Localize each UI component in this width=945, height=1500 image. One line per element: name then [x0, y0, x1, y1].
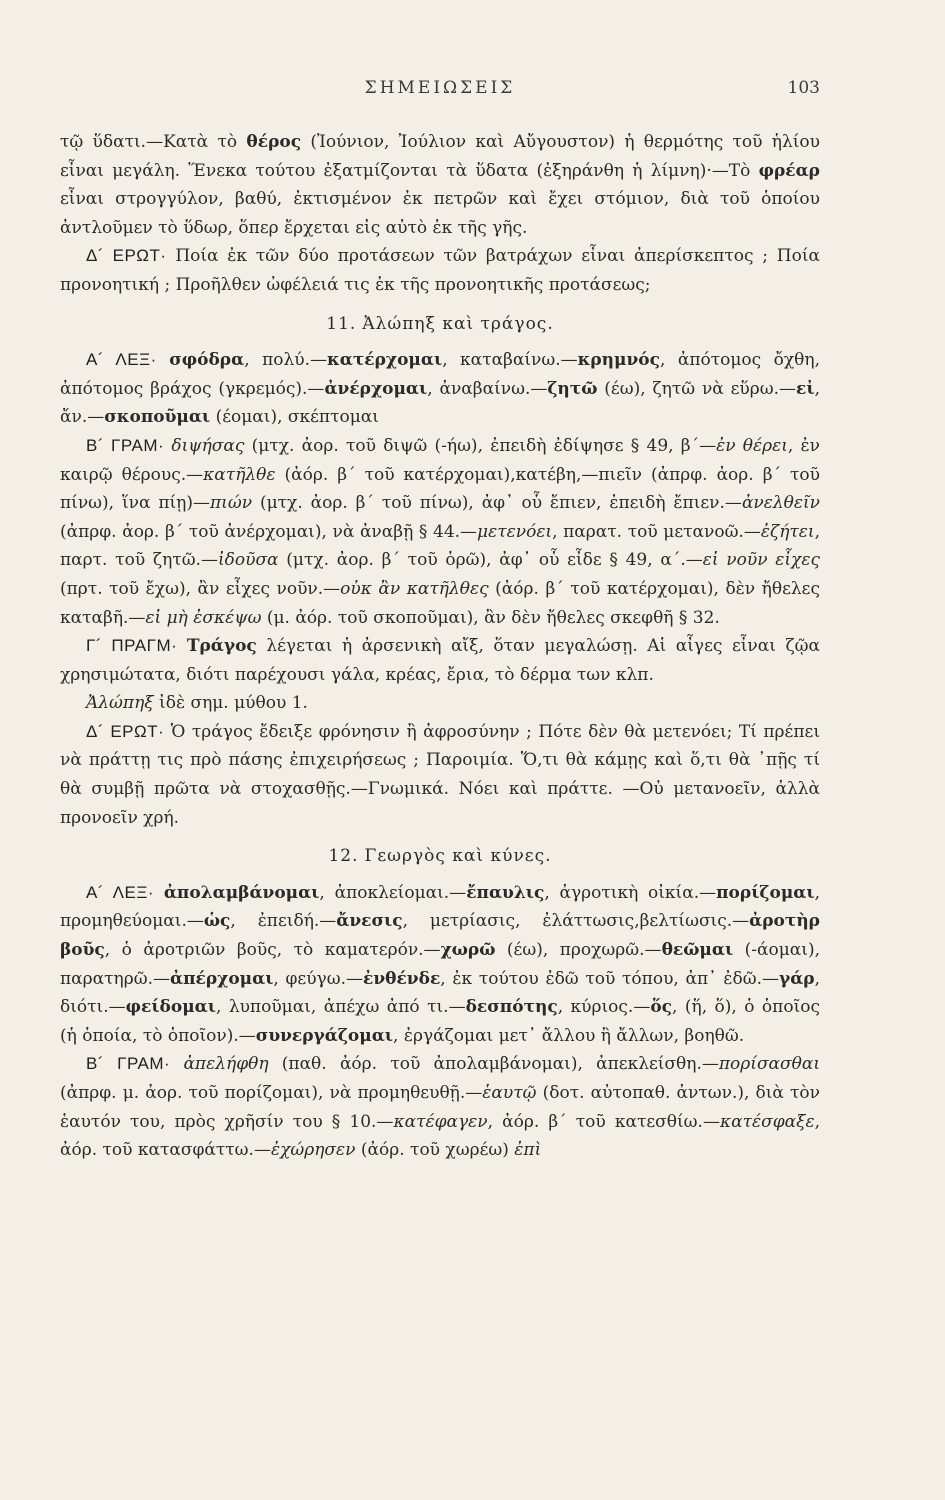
- grammar-form: πιών: [210, 493, 253, 514]
- text-run: Γεωργὸς καὶ κύνες.: [364, 846, 552, 867]
- term: πορίζομαι: [716, 882, 815, 903]
- term: κατέρχομαι: [327, 350, 443, 371]
- term: ἔπαυλις: [466, 882, 545, 903]
- note-label: Δ´ ΕΡΩΤ·: [86, 246, 167, 266]
- term: ἀροτὴρ βοῦς: [60, 911, 820, 961]
- term: φείδομαι: [125, 997, 216, 1018]
- grammar-form: κατέφαγεν: [393, 1111, 488, 1132]
- text-run: , παρτ. τοῦ ζητῶ.—: [60, 521, 820, 571]
- text-run: Ὁ τράγος ἔδειξε φρόνησιν ἢ ἀφροσύνην ; Πότε δὲν θὰ μετενόει; Τί πρέπει νὰ πράττῃ τις πρὸ πάσης ἐπιχειρήσεως ; Παροιμία. Ὅ,τι θὰ κάμῃς καὶ ὅ,τι θὰ ᾽πῇς τί θὰ συμβῇ πρῶτα νὰ στοχασθῇς.—Γνωμικά. Νόει καὶ πράττε. —Οὐ μετανοεῖν, ἀλλὰ προνοεῖν χρή.: [60, 721, 820, 828]
- term: εἰ: [796, 378, 815, 399]
- term: σκοποῦμαι: [104, 407, 211, 428]
- term: σφόδρα: [169, 350, 245, 371]
- text-run: , ἀόρ. β´ τοῦ κατεσθίω.—: [487, 1111, 720, 1132]
- grammar-form: κατῆλθε: [203, 464, 276, 485]
- term: ζητῶ: [547, 378, 598, 399]
- note-paragraph: [60, 1050, 820, 1164]
- text-run: , (ἥ, ὅ), ὁ ὁποῖος (ἡ ὁποία, τὸ ὁποῖον).—: [60, 997, 820, 1046]
- text-run: (μ. ἀόρ. τοῦ σκοποῦμαι), ἂν δὲν ἤθελες σκεφθῆ § 32.: [261, 607, 720, 628]
- grammar-form: εἰ νοῦν εἶχες: [702, 550, 820, 571]
- grammar-form: ἰδοῦσα: [217, 550, 279, 571]
- text-run: , ἀπότομος ὄχθη, ἀπότομος βράχος (γκρεμός).—: [60, 350, 820, 399]
- text-run: (έω), ζητῶ νὰ εὕρω.—: [597, 378, 797, 399]
- text-run: Ἀλώπηξ καὶ τράγος.: [362, 313, 554, 334]
- text-run: (ἀόρ. β´ τοῦ κατέρχομαι), δὲν ἤθελες καταβῆ.—: [60, 578, 821, 628]
- text-run: , λυποῦμαι, ἀπέχω ἀπό τι.—: [215, 997, 466, 1018]
- grammar-form: ἑαυτῷ: [482, 1083, 537, 1103]
- running-title: ΣΗΜΕΙΩΣΕΙΣ: [364, 78, 516, 98]
- text-run: , μετρίασις, ἐλάττωσις,βελτίωσις.—: [402, 911, 750, 932]
- text-run: (έομαι), σκέπτομαι: [210, 407, 379, 428]
- term: χωρῶ: [440, 940, 496, 961]
- text-run: τῷ ὕδατι.—Κατὰ τὸ: [60, 132, 247, 152]
- term: συνεργάζομαι: [255, 1025, 394, 1046]
- term: Τράγος: [186, 636, 257, 657]
- term: ἀνέρχομαι: [324, 378, 428, 399]
- text-run: λέγεται ἡ ἀρσενικὴ αἴξ, ὅταν μεγαλώσῃ. Αἱ αἶγες εἶναι ζῷα χρησιμώτατα, διότι παρέχουσι γάλα, κρέας, ἔρια, τὸ δέρμα των κλπ.: [60, 636, 820, 685]
- text-run: , ἄν.—: [60, 378, 820, 428]
- term: δεσπότης: [465, 997, 558, 1018]
- text-run: , ἐπειδή.—: [230, 911, 337, 932]
- text-run: (μτχ. ἀορ. τοῦ διψῶ (-ήω), ἐπειδὴ ἐδίψησε § 49, β´—: [244, 435, 717, 456]
- text-run: , ἀόρ. τοῦ κατασφάττω.—: [60, 1111, 820, 1161]
- grammar-form: ἐπὶ: [514, 1140, 542, 1161]
- running-header: [60, 78, 820, 108]
- note-label: Β´ ΓΡΑΜ·: [86, 1054, 171, 1074]
- grammar-form: ἐν θέρει: [716, 435, 788, 456]
- text-run: , διότι.—: [60, 968, 821, 1018]
- text-run: (-άομαι), παρατηρῶ.—: [60, 940, 820, 989]
- term: φρέαρ: [758, 160, 820, 181]
- grammar-form: ἀπελήφθη: [183, 1054, 269, 1075]
- section-heading: [60, 842, 820, 871]
- text-run: (δοτ. αὐτοπαθ. ἀντων.), διὰ τὸν ἑαυτόν του, πρὸς χρῆσίν του § 10.—: [60, 1083, 820, 1132]
- note-paragraph: [60, 879, 820, 1051]
- text-run: , καταβαίνω.—: [442, 350, 578, 371]
- note-paragraph: [60, 689, 820, 718]
- note-paragraph: [60, 718, 820, 832]
- text-run: [154, 883, 164, 903]
- text-run: (ἀόρ. β´ τοῦ κατέρχομαι),κατέβη,—πιεῖν (ἀπρφ. ἀορ. β´ τοῦ πίνω), ἵνα πίῃ)—: [60, 464, 820, 514]
- text-run: , ἀποκλείομαι.—: [319, 882, 467, 903]
- note-label: Β´ ΓΡΑΜ·: [86, 435, 165, 455]
- text-run: , κύριος.—: [557, 997, 651, 1018]
- text-run: (ἀπρφ. μ. ἀορ. τοῦ πορίζομαι), νὰ προμηθευθῇ.—: [60, 1083, 483, 1103]
- text-run: , ἐργάζομαι μετ᾽ ἄλλου ἢ ἄλλων, βοηθῶ.: [393, 1025, 745, 1046]
- term: θεῶμαι: [661, 940, 734, 961]
- text-run: , ἀναβαίνω.—: [427, 378, 548, 399]
- term: ἀπέρχομαι: [169, 968, 274, 989]
- text-run: 12.: [328, 846, 359, 867]
- note-paragraph: [60, 242, 820, 299]
- text-run: (έω), προχωρῶ.—: [495, 940, 662, 961]
- grammar-form: οὐκ ἂν κατῆλθες: [340, 578, 489, 599]
- text-run: , ἐν καιρῷ θέρους.—: [60, 435, 821, 485]
- text-run: [157, 350, 169, 370]
- text-run: , ἐκ τούτου ἐδῶ τοῦ τόπου, ἀπ᾽ ἐδῶ.—: [440, 968, 779, 989]
- text-run: (πρτ. τοῦ ἔχω), ἂν εἶχες νοῦν.—: [60, 578, 341, 599]
- section-heading: [60, 310, 820, 339]
- text-run: Ποία ἐκ τῶν δύο προτάσεων τῶν βατράχων εἶναι ἀπερίσκεπτος ; Ποία προνοητική ; Προῆλθεν ὠφέλειά τις ἐκ τῆς προνοητικῆς προτάσεως;: [60, 246, 821, 295]
- text-run: (παθ. ἀόρ. τοῦ ἀπολαμβάνομαι), ἀπεκλείσθη.—: [268, 1054, 719, 1075]
- text-run: , φεύγω.—: [273, 968, 363, 989]
- term: κρημνός: [577, 350, 660, 371]
- grammar-form: μετενόει: [477, 521, 553, 542]
- text-run: [177, 636, 187, 656]
- term: ἐνθένδε: [363, 968, 441, 989]
- text-run: εἶναι στρογγύλον, βαθύ, ἐκτισμένον ἐκ πετρῶν καὶ ἔχει στόμιον, διὰ τοῦ ὁποίου ἀντλοῦμεν τὸ ὕδωρ, ὅπερ ἔρχεται εἰς αὐτὸ ἐκ τῆς γῆς.: [60, 189, 820, 238]
- text-run: , ἀγροτικὴ οἰκία.—: [544, 882, 717, 903]
- text-run: , παρατ. τοῦ μετανοῶ.—: [552, 521, 761, 542]
- text-run: , ὁ ἀροτριῶν βοῦς, τὸ καματερόν.—: [104, 940, 441, 961]
- note-label: Α´ ΛΕΞ·: [86, 882, 155, 902]
- grammar-form: ἐζήτει: [760, 521, 815, 542]
- text-run: (μτχ. ἀορ. β´ τοῦ ὁρῶ), ἀφ᾽ οὗ εἶδε § 49, α´.—: [278, 550, 703, 571]
- text-run: ἰδὲ σημ. μύθου 1.: [153, 693, 308, 714]
- note-label: Α´ ΛΕΞ·: [86, 350, 157, 370]
- text-run: [170, 1054, 183, 1074]
- grammar-form: κατέσφαξε: [719, 1111, 815, 1132]
- term: ὅς: [650, 997, 673, 1018]
- grammar-form: εἰ μὴ ἐσκέψω: [145, 607, 262, 628]
- grammar-form: διψήσας: [171, 435, 245, 456]
- text-run: (ἀόρ. τοῦ χωρέω): [355, 1140, 515, 1161]
- term: ἀπολαμβάνομαι: [163, 882, 320, 903]
- text-run: (Ἰούνιον, Ἰούλιον καὶ Αὔγουστον) ἡ θερμότης τοῦ ἡλίου εἶναι μεγάλη. Ἕνεκα τούτου ἐξατμίζονται τὰ ὕδατα (ἐξηράνθη ἡ λίμνη)·—Τὸ: [60, 132, 820, 181]
- text-run: , προμηθεύομαι.—: [60, 882, 820, 932]
- page-number: 103: [787, 78, 820, 98]
- note-paragraph: [60, 432, 820, 632]
- term: ἄνεσις: [336, 911, 403, 932]
- note-label: Δ´ ΕΡΩΤ·: [86, 721, 165, 741]
- grammar-form: πορίσασθαι: [718, 1054, 821, 1075]
- note-label: Γ´ ΠΡΑΓΜ·: [86, 636, 178, 656]
- text-run: , πολύ.—: [244, 350, 327, 371]
- term: γάρ: [778, 968, 815, 989]
- grammar-form: ἀνελθεῖν: [741, 493, 821, 514]
- note-paragraph: [60, 632, 820, 689]
- note-paragraph: [60, 346, 820, 432]
- text-run: 11.: [326, 313, 357, 334]
- notes-body: [60, 128, 820, 1165]
- text-run: (μτχ. ἀορ. β´ τοῦ πίνω), ἀφ᾽ οὗ ἔπιεν, ἐπειδὴ ἔπιεν.—: [252, 493, 742, 514]
- term: θέρος: [246, 132, 302, 152]
- grammar-form: ἐχώρησεν: [270, 1140, 356, 1161]
- note-paragraph: [60, 128, 820, 242]
- text-run: (ἀπρφ. ἀορ. β´ τοῦ ἀνέρχομαι), νὰ ἀναβῇ § 44.—: [60, 521, 478, 542]
- term: ὡς: [203, 911, 231, 932]
- grammar-form: Ἀλώπηξ: [86, 693, 154, 714]
